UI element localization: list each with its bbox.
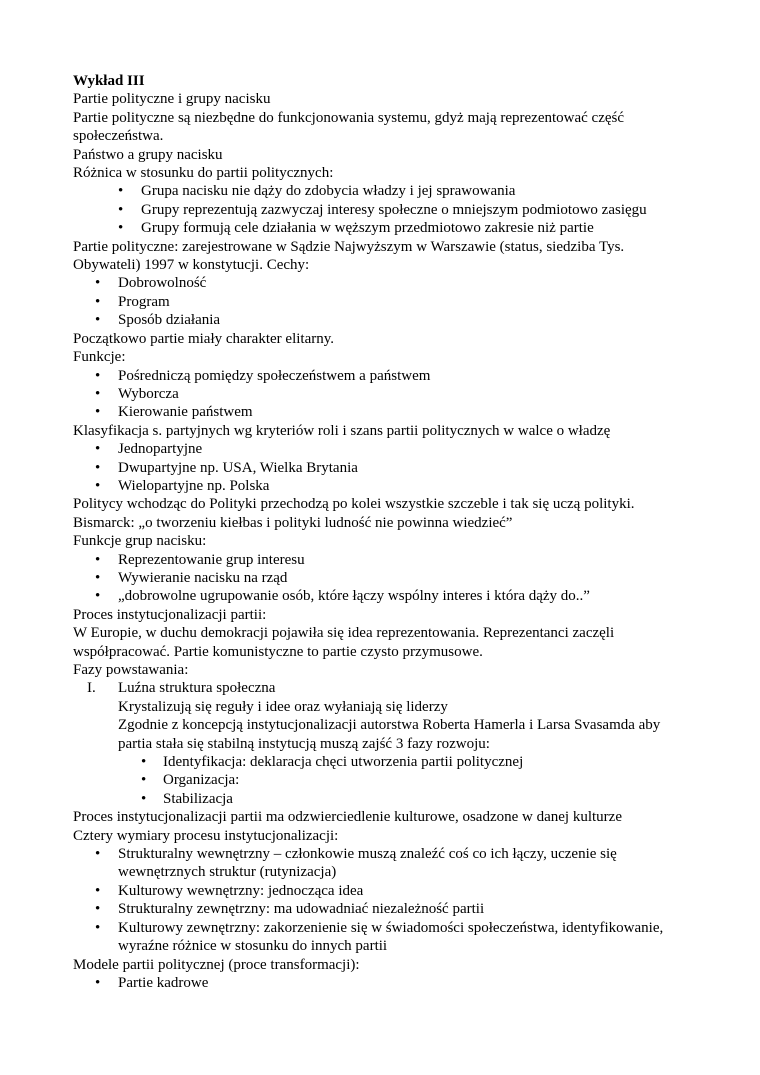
list-item: • Wywieranie nacisku na rząd [73, 569, 693, 587]
list-item: • Reprezentowanie grup interesu [73, 551, 693, 569]
list-item: • Kulturowy zewnętrzny: zakorzenienie się w świadomości społeczeństwa, identyfikowanie, wyraźne różnice w stosunku do innych partii [73, 919, 693, 956]
phase-list-item [73, 679, 693, 753]
paragraph: Funkcje: [73, 349, 126, 366]
phase-sublist [73, 753, 693, 808]
list-item: • Grupy formują cele działania w węższym przedmiotowo zakresie niż partie [73, 219, 693, 237]
list-item: • Wielopartyjne np. Polska [73, 477, 693, 495]
topic-heading: Partie polityczne i grupy nacisku [73, 91, 271, 108]
paragraph: Fazy powstawania: [73, 662, 189, 678]
paragraph: Początkowo partie miały charakter elitarny. [73, 330, 334, 347]
functions-list [73, 367, 693, 422]
list-item: • Kierowanie państwem [73, 403, 693, 421]
paragraph: Partie polityczne: zarejestrowane w Sądzie Najwyższym w Warszawie (status, siedziba Tys. Obywateli) 1997 w konstytucji. Cechy: [73, 238, 625, 274]
list-item: • Identyfikacja: deklaracja chęci utworzenia partii politycznej [73, 753, 693, 771]
list-item: • Stabilizacja [73, 790, 693, 808]
phase-line: Krystalizują się reguły i idee oraz wyłaniają się liderzy [118, 698, 448, 715]
paragraph: Różnica w stosunku do partii politycznych: [73, 165, 334, 182]
list-item: • Pośredniczą pomiędzy społeczeństwem a państwem [73, 367, 693, 385]
phase-line: Luźna struktura społeczna [118, 680, 276, 697]
pressure-groups-list [73, 551, 693, 606]
list-item: • „dobrowolne ugrupowanie osób, które łączy wspólny interes i która dąży do..” [73, 587, 693, 605]
phase-line: Zgodnie z koncepcją instytucjonalizacji autorstwa Roberta Hamerla i Larsa Svasamda aby partia stała się stabilną instytucją muszą zajść 3 fazy rozwoju: [118, 717, 661, 752]
differences-list [73, 182, 693, 237]
list-item: • Strukturalny wewnętrzny – członkowie muszą znaleźć coś co ich łączy, uczenie się wewnętrznych struktur (rutynizacja) [73, 845, 693, 882]
paragraph: Modele partii politycznej (proce transformacji): [73, 956, 360, 973]
list-item: • Jednopartyjne [73, 440, 693, 458]
paragraph: Proces instytucjonalizacji partii: [73, 606, 267, 623]
list-item: • Organizacja: [73, 771, 693, 789]
document-body [73, 72, 693, 992]
list-item: • Wyborcza [73, 385, 693, 403]
list-item: • Grupa nacisku nie dąży do zdobycia władzy i jej sprawowania [73, 182, 693, 200]
list-item: • Grupy reprezentują zazwyczaj interesy społeczne o mniejszym podmiotowo zasięgu [73, 201, 693, 219]
paragraph: Państwo a grupy nacisku [73, 146, 223, 163]
list-item: • Dwupartyjne np. USA, Wielka Brytania [73, 459, 693, 477]
dimensions-list [73, 845, 693, 955]
roman-numeral: I. [87, 680, 96, 697]
list-item: • Partie kadrowe [73, 974, 693, 992]
paragraph: Cztery wymiary procesu instytucjonalizacji: [73, 827, 339, 844]
list-item: • Strukturalny zewnętrzny: ma udowadniać niezależność partii [73, 900, 693, 918]
paragraph: Politycy wchodząc do Polityki przechodzą po kolei wszystkie szczeble i tak się uczą polityki. [73, 496, 635, 513]
list-item: • Program [73, 293, 693, 311]
models-list [73, 974, 693, 992]
paragraph: Proces instytucjonalizacji partii ma odzwierciedlenie kulturowe, osadzone w danej kulturze [73, 809, 622, 826]
paragraph: Klasyfikacja s. partyjnych wg kryteriów roli i szans partii politycznych w walce o władzę [73, 422, 611, 439]
paragraph: Partie polityczne są niezbędne do funkcjonowania systemu, gdyż mają reprezentować część społeczeństwa. [73, 109, 625, 145]
quote: Bismarck: „o tworzeniu kiełbas i polityki ludność nie powinna wiedzieć” [73, 514, 513, 531]
list-item: • Kulturowy wewnętrzny: jednocząca idea [73, 882, 693, 900]
features-list [73, 274, 693, 329]
paragraph: Funkcje grup nacisku: [73, 533, 207, 550]
lecture-title: Wykład III [73, 73, 145, 89]
list-item: • Sposób działania [73, 311, 693, 329]
party-systems-list [73, 440, 693, 495]
list-item: • Dobrowolność [73, 274, 693, 292]
paragraph: W Europie, w duchu demokracji pojawiła się idea reprezentowania. Reprezentanci zaczęli współpracować. Partie komunistyczne to partie czysto przymusowe. [73, 625, 615, 660]
